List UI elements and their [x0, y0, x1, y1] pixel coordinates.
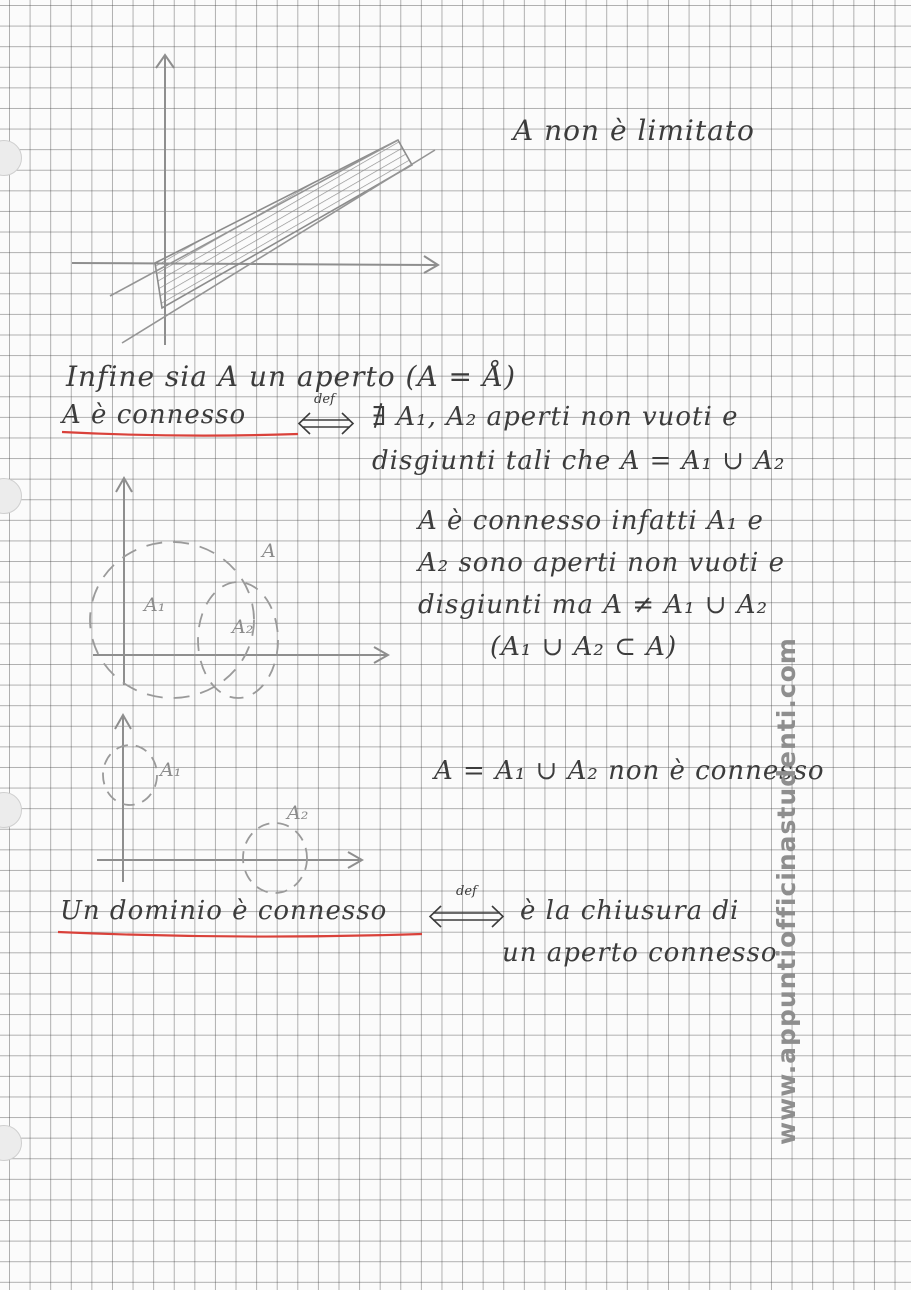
note-not-bounded: A non è limitato	[513, 114, 755, 147]
figure-not-connected-example	[97, 715, 362, 893]
fig3-label-A2: A₂	[287, 802, 309, 824]
example1-line-3: disgiunti ma A ≠ A₁ ∪ A₂	[418, 590, 769, 620]
domain-definition-line-1: è la chiusura di	[520, 896, 740, 926]
figure-unbounded-strip	[72, 55, 438, 345]
term-connected: A è connesso	[62, 400, 247, 430]
example2-line: A = A₁ ∪ A₂ non è connesso	[434, 756, 825, 786]
def-mark-2: def	[456, 884, 477, 899]
fig2-label-A: A	[262, 540, 276, 562]
example1-line-2: A₂ sono aperti non vuoti e	[418, 548, 786, 578]
underline-connected	[62, 432, 298, 436]
def-arrow-1	[299, 413, 353, 434]
watermark: www.appuntiofficinastudenti.com	[772, 637, 801, 1145]
definition-line-1: ∄ A₁, A₂ aperti non vuoti e	[372, 402, 739, 432]
domain-definition-line-2: un aperto connesso	[502, 938, 778, 968]
fig2-label-A2: A₂	[232, 616, 254, 638]
example1-line-4: (A₁ ∪ A₂ ⊂ A)	[490, 632, 678, 662]
fig2-label-A1: A₁	[144, 594, 166, 616]
term-domain: Un dominio è connesso	[60, 896, 388, 926]
fig3-label-A1: A₁	[160, 759, 182, 781]
def-arrow-2	[430, 906, 503, 927]
def-mark-1: def	[314, 392, 335, 407]
note-open-set: Infine sia A un aperto (A = Å)	[66, 360, 517, 393]
example1-line-1: A è connesso infatti A₁ e	[418, 506, 764, 536]
figure-connected-example	[90, 478, 388, 698]
underline-domain	[58, 932, 422, 937]
definition-line-2: disgiunti tali che A = A₁ ∪ A₂	[372, 446, 786, 476]
